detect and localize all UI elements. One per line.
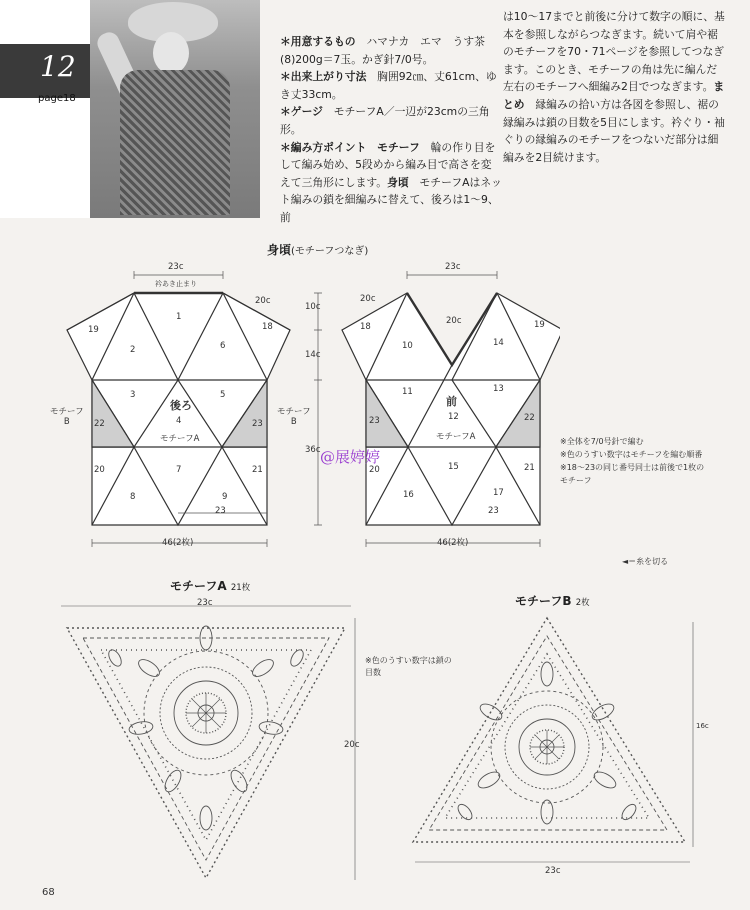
front-motif-17: 17 [493,488,504,498]
motif-b-title [515,592,590,609]
body-heading: 身頃 [387,175,409,189]
motif-b-spokes [530,730,564,764]
front-width-dim: 46(2枚) [437,538,469,548]
front-motif-10: 10 [402,341,413,351]
gauge-text: モチーフA／一辺が23cmの三角形。 [280,105,490,136]
dim-height [314,293,322,525]
size-heading: ＊出来上がり寸法 [280,70,367,84]
back-motif-b-label-left [50,405,84,427]
legend-cut-yarn: ◄＝糸を切る [622,557,669,566]
back-shoulder-dim: 20c [255,296,271,306]
face-shape [153,32,189,74]
materials-text: ハマナカ エマ うす茶(8)200g＝7玉。かぎ針7/0号。 [280,35,485,66]
back-motif-5: 5 [220,390,226,400]
neck-stop-label: 衿あき止まり [155,280,197,288]
back-motif-1: 1 [176,312,182,322]
back-motif-23: 23 [252,419,263,429]
back-motif-21: 21 [252,465,263,475]
front-motif-16: 16 [403,490,414,500]
motif-b-label-line1: モチーフ [50,407,84,417]
back-motif-3: 3 [130,390,136,400]
front-motif-12: 12 [448,412,459,422]
front-label: 前 [446,395,457,408]
body-text: モチーフAはネット編みの鎖を細編みに替えて、後ろは1～9、前 [280,175,502,224]
body-title-sub: (モチーフつなぎ) [291,246,369,257]
motif-b-width: 23c [545,866,561,876]
motif-a-outer-edge [67,628,345,878]
size-paragraph [280,68,502,103]
back-bottom-dim: 23 [215,506,226,516]
back-motif-4: 4 [176,416,182,426]
body-title-text: 身頃 [267,243,292,257]
points-heading: ＊編み方ポイント モチーフ [280,140,420,154]
materials-heading: ＊用意するもの [280,35,356,48]
back-motif-20: 20 [94,465,105,475]
dim-10: 10c [305,302,321,312]
motif-b-title-text: モチーフB [515,594,572,608]
back-motif-2: 2 [130,345,136,355]
front-motif-14: 14 [493,338,504,348]
motif-b-diagram [405,612,710,880]
front-motif-21: 21 [524,463,535,473]
note-3: ※18～23の同じ番号同士は前後で1枚のモチーフ [560,463,705,485]
front-motif-22: 22 [524,413,535,423]
back-motif-8: 8 [130,492,136,502]
front-motif-23: 23 [369,416,380,426]
pattern-number-block [0,0,91,218]
pattern-number: 12 [40,50,76,83]
front-neck-dim: 20c [446,316,462,326]
join-text: は10～17までと前後に分けて数字の順に、基本を参照しながらつなぎます。続いて肩や裾のモチーフを70・71ページを参照してつなぎます。このとき、モチーフの角は先に編んだ左右のモチーフへ細編み2目でつなぎます。 [503,10,725,94]
motif-a-height: 20c [344,740,360,750]
dim-front-23 [407,271,497,279]
page-number: 68 [42,887,55,898]
size-text: 胸囲92㎝、丈61cm、ゆき丈33cm。 [280,70,497,101]
page-reference: page18 [38,93,76,104]
back-motif-9: 9 [222,492,228,502]
instructions-column-2 [503,8,725,166]
front-motif-11: 11 [402,387,413,397]
back-label: 後ろ [170,399,192,412]
garment-shape [120,70,230,215]
dim-back-23 [134,271,223,279]
motif-b-height: 16c [696,722,709,730]
points-paragraph [280,139,502,227]
finishing-heading: まとめ [503,80,725,111]
front-shoulder-dim: 20c [360,294,376,304]
materials-paragraph [280,33,502,68]
motif-b-label-line2: B [63,417,70,427]
note-2: ※色のうすい数字はモチーフを編む順番 [560,450,703,459]
col2-paragraph [503,8,725,166]
front-motif-18: 18 [360,322,371,332]
back-motif-22: 22 [94,419,105,429]
watermark: @展婷婷 [320,448,381,466]
motif-b-count: 2枚 [575,598,590,608]
motif-a-diagram [55,598,360,888]
front-motif-13: 13 [493,384,504,394]
motif-b-label-line2: B [290,417,297,427]
motif-a-row-9 [83,638,329,860]
front-motif-19: 19 [534,320,545,330]
motif-a-count: 21枚 [230,583,251,593]
motif-a-title-text: モチーフA [170,579,227,593]
back-motif-7: 7 [176,465,182,475]
front-motif-20: 20 [369,465,380,475]
body-notes [560,435,710,487]
motif-a-width: 23c [197,598,213,608]
motif-b-label-line1: モチーフ [277,407,311,417]
back-width-dim: 46(2枚) [162,538,194,548]
back-motif-b-label-right [277,405,311,427]
gauge-paragraph [280,103,502,138]
motif-a-note: ※色のうすい数字は鎖の目数 [365,656,452,677]
note-1: ※全体を7/0号針で編む [560,437,644,446]
motif-a-title [170,577,250,594]
front-top-dim: 23c [445,262,461,272]
front-motif-15: 15 [448,462,459,472]
gauge-heading: ＊ゲージ [280,105,323,119]
front-motif-a-label: モチーフA [436,432,476,442]
back-motif-19: 19 [88,325,99,335]
back-motif-18: 18 [262,322,273,332]
motif-b-row-8 [429,636,667,830]
motif-a-spokes [186,693,226,733]
finishing-text: 縁編みの拾い方は各図を参照し、裾の縁編みは鎖の目数を5目にします。衿ぐり・袖ぐりの縁編みのモチーフをつないだ部分は細編みを2目続けます。 [503,97,725,164]
back-motif-a-label: モチーフA [160,434,200,444]
back-top-dim: 23c [168,262,184,272]
instructions-column-1 [280,33,502,227]
dim-14: 14c [305,350,321,360]
back-motif-6: 6 [220,341,226,351]
model-photo [90,0,260,218]
points-text: 輪の作り目をして編み始め、5段めから編み目で高さを変えて三角形にします。 [280,140,496,189]
dim-36: 36c [305,445,321,455]
front-bottom-dim: 23 [488,506,499,516]
